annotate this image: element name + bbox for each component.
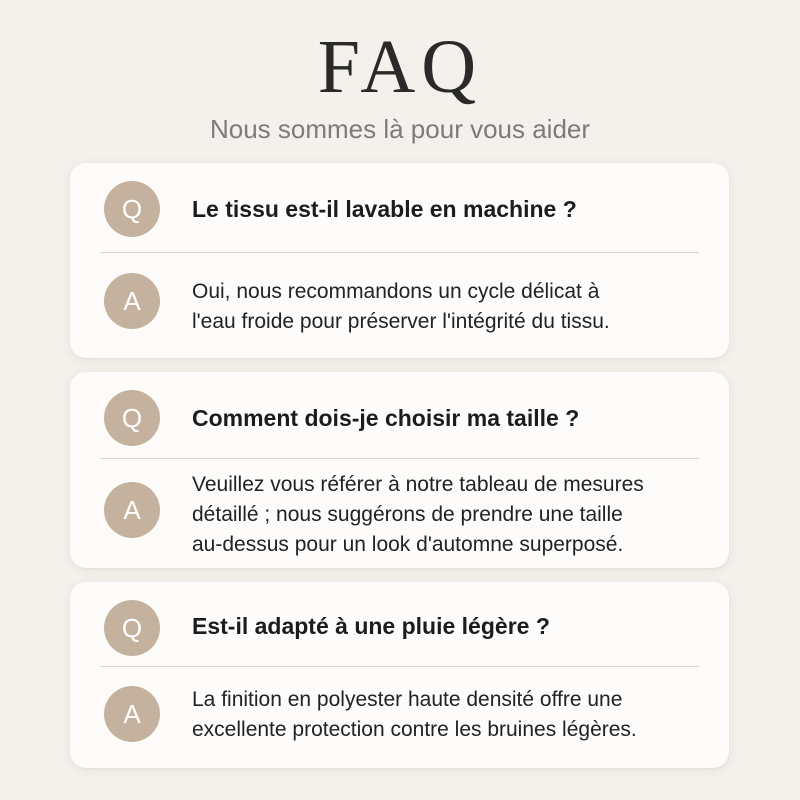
answer-line: au-dessus pour un look d'automne superposé. xyxy=(192,533,624,556)
answer-text xyxy=(192,470,712,560)
answer-line: Oui, nous recommandons un cycle délicat à xyxy=(192,280,600,303)
question-text: Est-il adapté à une pluie légère ? xyxy=(192,613,550,639)
question-badge: Q xyxy=(104,390,160,446)
divider xyxy=(100,666,699,667)
answer-text xyxy=(192,685,712,745)
answer-badge: A xyxy=(104,273,160,329)
answer-text xyxy=(192,277,712,337)
divider xyxy=(100,252,699,253)
answer-line: Veuillez vous référer à notre tableau de mesures xyxy=(192,473,644,496)
answer-line: excellente protection contre les bruines légères. xyxy=(192,718,637,741)
answer-line: l'eau froide pour préserver l'intégrité du tissu. xyxy=(192,310,610,333)
answer-line: détaillé ; nous suggérons de prendre une taille xyxy=(192,503,623,526)
divider xyxy=(100,458,699,459)
page-title: FAQ xyxy=(317,25,483,109)
page-subtitle: Nous sommes là pour vous aider xyxy=(209,114,591,144)
faq-card xyxy=(70,582,729,768)
question-text: Le tissu est-il lavable en machine ? xyxy=(192,196,577,222)
question-badge: Q xyxy=(104,181,160,237)
faq-card xyxy=(70,372,729,568)
question-text: Comment dois-je choisir ma taille ? xyxy=(192,405,580,431)
answer-badge: A xyxy=(104,482,160,538)
answer-badge: A xyxy=(104,686,160,742)
faq-card xyxy=(70,163,729,358)
question-badge: Q xyxy=(104,600,160,656)
answer-line: La finition en polyester haute densité offre une xyxy=(192,688,623,711)
